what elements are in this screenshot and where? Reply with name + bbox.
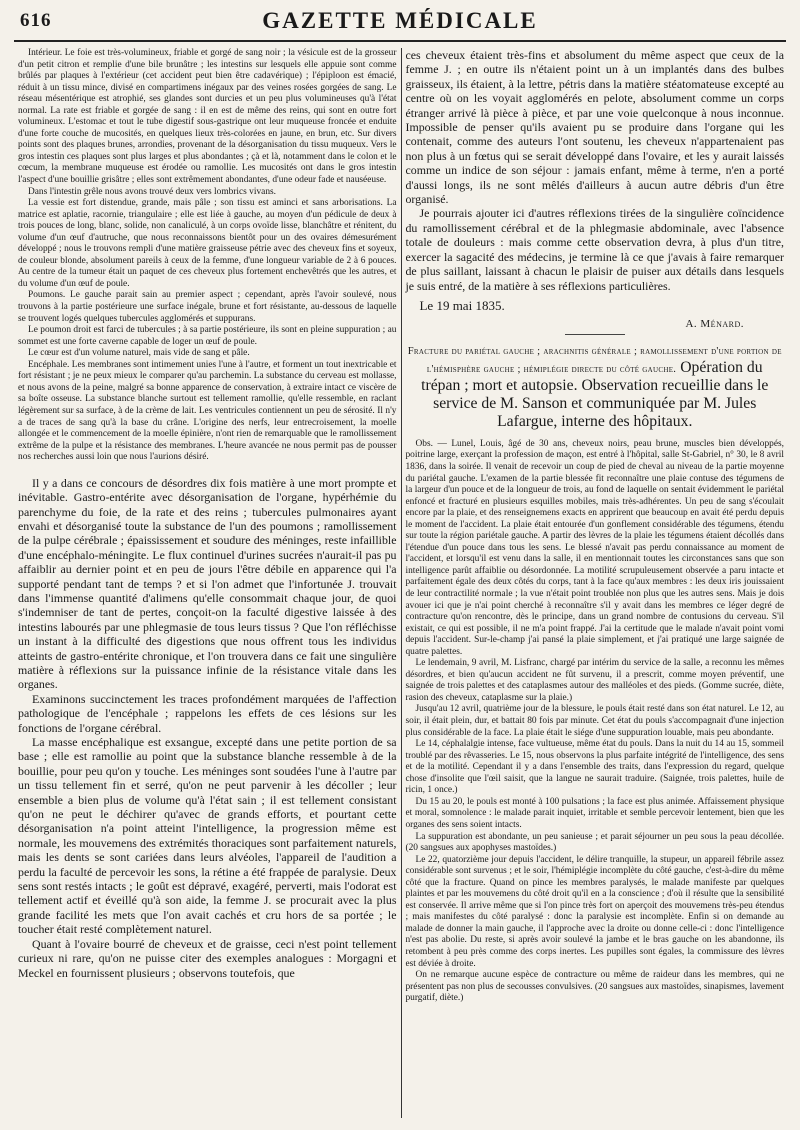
body-paragraph: Je pourrais ajouter ici d'autres réflexions tirées de la singulière coïncidence du ramollissement cérébral et de la phlegmasie abdominale, avec l'absence totale de douleurs : mais comme cette observation devra, à plus d'un titre, exercer la sagacité des médecins, je termine là ce que j'avais à faire remarquer de plus saillant, laissant à chacun le plaisir de puiser aux détails dans lesquels je suis entré, de la matière à ses réflexions particulières.: [405, 206, 784, 293]
autopsy-paragraph: Dans l'intestin grêle nous avons trouvé deux vers lombrics vivans.: [28, 186, 276, 197]
autopsy-interior-paragraph: Intérieur. Le foie est très-volumineux, friable et gorgé de sang noir ; la vésicule est de la grosseur d'un petit citron et remplie d'une bile brunâtre ; les intestins sur lesquels elle appuie sont comme brûlés par plaques à l'extérieur (cet accident peut bien être cadavérique) ; l'épiploon est émacié, réduit à un tissu mince, divisé en compartimens inégaux par des veines rosées gorgées de sang. Le réseau mésentérique est atrophié, ses glandes sont durcies et un peu plus volumineuses qu'à l'état normal. La rate est friable et gorgée de sang : il en est de même des reins, qui sont en outre fort volumineux. L'estomac et tout le tube digestif sous-gastrique ont leur muqueuse froncée et enduite d'une forte couche de mucosités, en quelques lieux très-colorées en jaune, en brun, etc. Sur divers points sont des plaques brunes, arrondies, provenant de la désorganisation du tissu muqueux. Vers le gros intestin ces plaques sont plus larges et plus abondantes ; çà et là, notamment dans le colon et le cœcum, la membrane muqueuse est érodée ou ramollie. Les mucosités ont dans le gros intestin l'aspect d'une bouillie grisâtre ; elles sont extrêmement abondantes, d'une odeur fade et nauséeuse.: [18, 48, 397, 186]
page-number: 616: [20, 10, 52, 31]
observation-paragraph: Obs. — Lunel, Louis, âgé de 30 ans, cheveux noirs, peau brune, muscles bien développés, poitrine large, exerçant la profession de maçon, est entré à l'hôpital, salle St-Gabriel, n° 30, le 8 avril 1836, dans la soirée. Il venait de recevoir un coup de pied de cheval au niveau de la partie moyenne du pariétal gauche. L'examen de la partie blessée fit reconnaître une plaie contuse des tégumens de la largeur d'un pouce et de la longueur de trois, au fond de laquelle on sentait évidemment le pariétal enfoncé et fracturé en plusieurs esquilles mobiles, mais très-adhérentes. Un peu de sang s'écoulait encore par la plaie, et des renseignemens exacts en apprirent que beaucoup en avait été perdu depuis le moment de l'accident. La plaie était entourée d'un gonflement considérable des tégumens, étendu sur toute la région pariétale gauche. A partir des lèvres de la plaie les tégumens étaient décollés dans l'étendue d'un pouce dans tous les sens. Le blessé n'avait pas perdu connaissance au moment de l'accident, et lorsqu'il est venu dans la salle, il en mentionnait toutes les circonstances sans que son intelligence parût affaiblie ou désordonnée. La motilité scrupuleusement observée a paru intacte et parfaitement égale des deux côtés du corps, tant à la face qu'aux membres : les deux iris jouissaient de leur contractilité normale ; la vue n'était point troublée non plus que les autres sens. Mais je dois avouer ici que je n'ai point cherché à reconnaître s'il y avait dans les membres ce léger degré de contracture qu'on rencontre, dès le principe, dans un grand nombre de contusions du cerveau. S'il existait, ce qui est possible, il ne m'a point frappé. J'ai la certitude que le malade n'avait point vomi depuis l'accident. Sur-le-champ j'ai pansé la plaie simplement, et j'ai pratiqué une large saignée de quatre palettes.: [405, 438, 784, 657]
newspaper-page: [10, 0, 790, 1120]
left-column: [18, 48, 397, 1118]
observation-paragraph: La suppuration est abondante, un peu sanieuse ; et parait séjourner un peu sous la peau décollée. (20 sangsues aux apophyses mastoïdes.): [405, 831, 784, 854]
right-column: [405, 48, 784, 1118]
article-title-caps: Fracture du pariétal gauche ; arachnitis générale ; ramollissement d'une portion de l'hémisphère gauche ; hémiplégie directe du côté gauche.: [407, 345, 782, 375]
observation-paragraph: Le lendemain, 9 avril, M. Lisfranc, chargé par intérim du service de la salle, a reconnu les mêmes désordres, et bien qu'aucun accident ne fût survenu, il a prescrit, comme moyen préventif, une saignée de trois palettes et des cataplasmes autour des malléoles et des pieds. (Gomme sucrée, diète, rasion des cheveux, cataplasme sur la plaie.): [405, 658, 784, 703]
observation-paragraph: On ne remarque aucune espèce de contracture ou même de raideur dans les membres, qui ne présentent pas non plus de secousses convulsives. (20 sangsues aux mastoïdes, sinapismes, lavement purgatif, diète.): [405, 970, 784, 1004]
page-header: [14, 6, 786, 42]
autopsy-brain-paragraph: Encéphale. Les membranes sont intimement unies l'une à l'autre, et forment un tout inextricable et fort résistant ; je ne peux mieux le comparer qu'au parchemin. La substance du cerveau est mollasse, et nous avons de la peine, malgré sa bonne apparence de conservation, à extraire intact ce viscère de sa boîte osseuse. La substance blanche surtout est tellement ramollie, qu'elle ressemble, en raclant légèrement sur sa surface, à de la crème de lait. Les ventricules contiennent un peu de sérosité. Il n'y a de traces de sang qu'à la base du crâne. L'origine des nerfs, leur entrecroisement, la moelle allongée et le commencement de la moelle épinière, n'ont rien de remarquable que le ramollissement extrême de la pulpe et la résistance des membranes. L'heure avancée ne nous permit pas de pousser nos recherches aussi loin que nous l'aurions désiré.: [18, 359, 397, 463]
body-paragraph: ces cheveux étaient très-fins et absolument du même aspect que ceux de la femme J. ; en outre ils n'étaient point un à un implantés dans des bulbes graisseux, ils étaient, à la lettre, pétris dans la matière stéatomateuse excepté au centre où on les voyait agglomérés en pelote, absolument comme un corps étranger arrivé là pièce à pièce, et par une voie quelconque à nous inconnue. Impossible de penser qu'ils avaient pu se produire dans l'organe qui les contenait, comme des auteurs l'ont soutenu, les cheveux n'appartenaient pas non plus à un fœtus qui se serait développé dans l'ovaire, et les y aurait laissés comme un indice de son séjour : jamais enfant, même à terme, n'en a porté d'aussi longs, ils ne sont mêlés d'ailleurs à aucun autre débris d'un être organisé.: [405, 48, 784, 207]
autopsy-lungs-paragraph: Poumons. Le gauche parait sain au premier aspect ; cependant, après l'avoir soulevé, nous trouvons à la partie postérieure une surface inégale, brune et fort résistante, au-dessous de laquelle se trouvent logés quelques tubercules agglomérés et suppurans.: [18, 290, 397, 324]
two-column-body: [18, 48, 784, 1118]
body-paragraph: Examinons succinctement les traces profondément marquées de l'affection pathologique de l'encéphale ; rappelons les effets de ces lésions sur les fonctions de l'organe cérébral.: [18, 691, 397, 735]
author-signature: A. Ménard.: [685, 317, 744, 330]
autopsy-paragraph: La vessie est fort distendue, grande, mais pâle ; son tissu est aminci et sans arborisations. La matrice est aplatie, racornie, triangulaire ; elle est liée à gauche, au moyen d'un pédicule de deux à trois pouces de long, blanc, solide, non canaliculé, à un corps ovoïde lisse, blanchâtre et rénitent, du volume d'un œuf d'autruche, que nous reconnaissons bientôt pour un des ovaires démesurément développé ; nous le trouvons rempli d'une matière graisseuse pétrie avec des cheveux fins et soyeux, de couleur blonde, absolument pareils à ceux de la femme, d'une longueur variable de 2 à 6 pouces. Au centre de la tumeur était un paquet de ces cheveux plus fortement enchevêtrés que les autres, et du volume d'un œuf de poule.: [18, 198, 397, 289]
section-divider: [565, 334, 625, 335]
observation-paragraph: Jusqu'au 12 avril, quatrième jour de la blessure, le pouls était resté dans son état naturel. Le 12, au soir, il était plein, dur, et battait 80 fois par minute. Cet état du pouls s'accompagnait d'une injection plus considérable de la face. La plaie était le siége d'une suppuration louable, mais peu abondante.: [405, 704, 784, 738]
article-title: [405, 341, 784, 431]
article-date: Le 19 mai 1835.: [419, 297, 505, 313]
body-paragraph: La masse encéphalique est exsangue, excepté dans une petite portion de sa base ; elle est ramollie au point que la substance blanche ressemble à de la bouillie, pour peu qu'on y touche. Les méninges sont soudées l'une à l'autre par un tissu tellement fin et serré, qu'on ne peut parvenir à les décoller ; leur ensemble a bien plus de volume qu'à l'état sain ; il est tellement consistant qu'on ne peut le déchirer qu'avec de grands efforts, et pourtant cette désorganisation n'a point atteint l'intelligence, la progression même est normale, les mouvemens des extrémités thoraciques sont parfaitement naturels, mais les dents se sont cariées dans leurs alvéoles, l'appareil de l'audition a perdu la faculté de percevoir les sons, la rétine a été frappée de paralysie. Deux sens sont restés intacts ; le goût est dépravé, exagéré, perverti, mais l'odorat est tellement actif et éveillé qu'à son aide, la femme J. se procurait avec la plus grande facilité les mets que l'on avait cachés et cru hors de sa portée ; le toucher était resté complètement naturel.: [18, 735, 397, 937]
autopsy-paragraph: Le poumon droit est farci de tubercules ; à sa partie postérieure, ils sont en pleine suppuration ; au sommet est une forte caverne capable de loger un œuf de poule.: [18, 325, 397, 347]
observation-paragraph: Le 14, céphalalgie intense, face vultueuse, même état du pouls. Dans la nuit du 14 au 15, sommeil troublé par des rêvasseries. Le 15, nous observons la plus parfaite intégrité de l'intelligence, des sens et de la motilité. Cependant il y a dans l'ensemble des traits, dans l'expression du regard, quelque chose d'insolite que l'œil saisit, que la langue ne saurait traduire. (Saignée, trois palettes, huile de ricin, 1 once.): [405, 739, 784, 796]
observation-paragraph: Du 15 au 20, le pouls est monté à 100 pulsations ; la face est plus animée. Affaissement physique et moral, somnolence : le malade parait inquiet, irritable et semble percevoir lentement, bien que les organes des sens soient intacts.: [405, 796, 784, 830]
journal-title: GAZETTE MÉDICALE: [262, 8, 538, 33]
article-title-rest: Opération du trépan ; mort et autopsie. Observation recueillie dans le service de M. Sanson et communiquée par M. Jules Lafargue, interne des hôpitaux.: [421, 358, 769, 430]
autopsy-paragraph: Le cœur est d'un volume naturel, mais vide de sang et pâle.: [28, 348, 250, 359]
body-paragraph: Il y a dans ce concours de désordres dix fois matière à une mort prompte et inévitable. Gastro-entérite avec désorganisation de l'organe, hypérhémie du parenchyme du foie, de la rate et des reins ; tubercules pulmonaires ayant envahi et désorganisé toute la substance de l'un des poumons ; ramollissement de la pulpe cérébrale ; épaississement et soudure des méninges, reste infaillible d'une encéphalo-méningite. Le flux continuel d'urines sucrées n'aurait-il pas pu affaiblir au dernier point et en peu de jours l'être débile en apparence qui l'a supporté pendant tant de temps ? et si l'on admet que l'infortunée J. trouvait dans l'immense quantité d'alimens qu'elle consommait chaque jour, de quoi s'indemniser de tant de pertes, conçoit-on la faculté digestive laissée à des intestins labourés par une phlegmasie de tous leurs tissus ? Que l'on réfléchisse un instant à la difficulté des digestions que nous offrent tous les individus atteints de gastro-entérite chronique, et l'on trouvera dans ce fait une singulière matière à réflexions sur la puissance infinie de la résistance vitale dans les organes.: [18, 475, 397, 692]
observation-paragraph: Le 22, quatorzième jour depuis l'accident, le délire tranquille, la stupeur, un appareil fébrile assez considérable sont survenus ; et le soir, l'hémiplégie incomplète du côté gauche, c'est-à-dire du même côté que la fracture. Quand on pince les membres paralysés, le malade manifeste par quelques plaintes et par les mouvemens du côté droit qu'il en a la conscience ; d'où il résulte que la sensibilité est conservée. Il arrive même que si l'on pince très fort on aperçoit des mouvemens très-peu étendus ; mais manifestes du côté paralysé : donc la paralysie est incomplète. Enfin si on demande au malade de donner la main gauche, il l'approche avec la droite ou donne celle-ci : donc l'intelligence n'est pas abolie. Du reste, si après avoir soulevé la jambe et le bras gauche on les abandonne, ils retombent à peu près comme des corps inertes. Les pupilles sont égales, la commissure des lèvres est déviée à droite.: [405, 854, 784, 969]
column-divider: [401, 48, 402, 1118]
body-paragraph: Quant à l'ovaire bourré de cheveux et de graisse, ceci n'est point tellement curieux ni rare, qu'on ne puisse citer des exemples analogues : Morgagni et Meckel en fournissent plusieurs ; observons toutefois, que: [18, 936, 397, 980]
